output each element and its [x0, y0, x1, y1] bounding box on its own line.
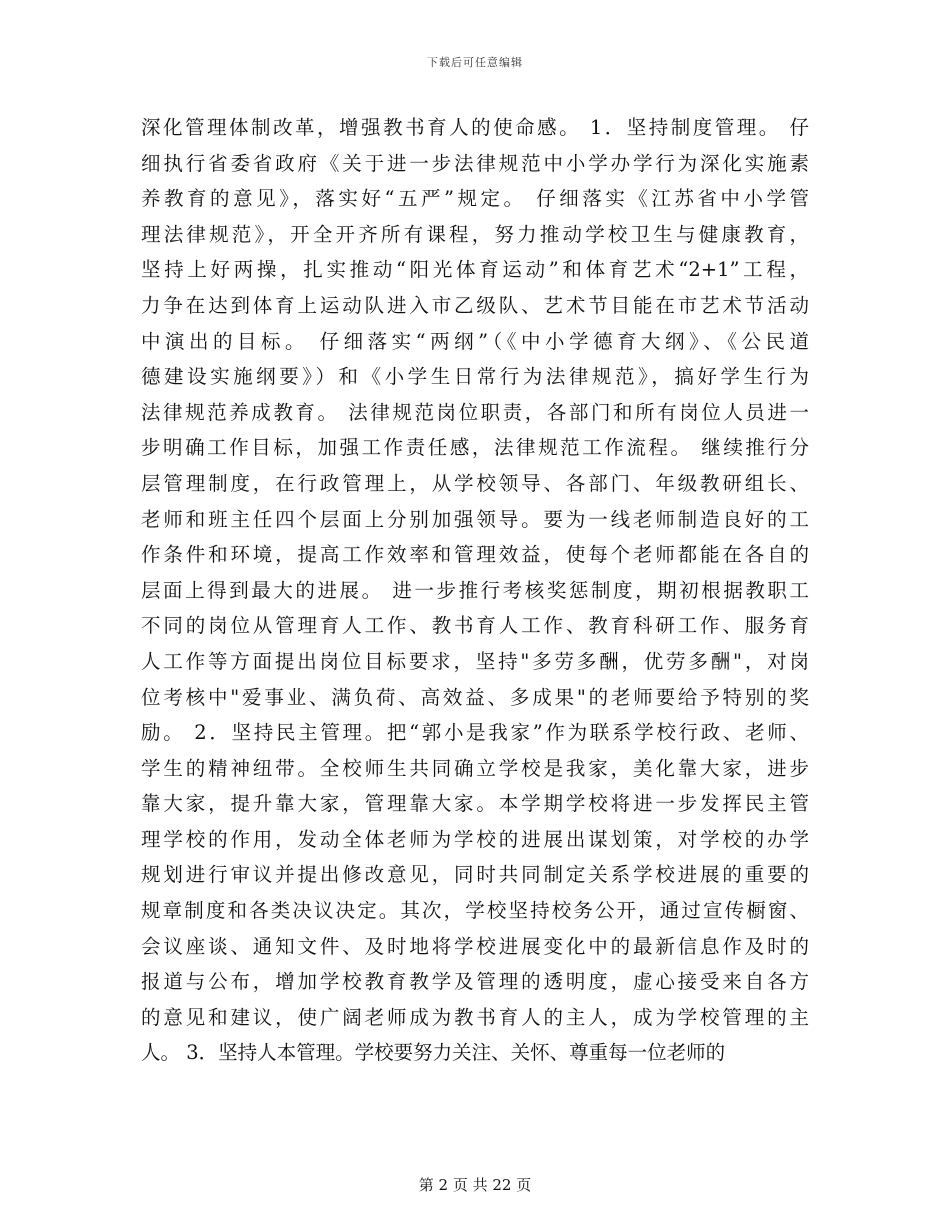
text-line: 励。 2．坚持民主管理。把“郭小是我家”作为联系学校行政、老师、: [141, 721, 809, 745]
text-line: 作条件和环境，提高工作效率和管理效益，使每个老师都能在各自的: [141, 543, 809, 567]
text-line: 法律规范养成教育。 法律规范岗位职责，各部门和所有岗位人员进一: [141, 400, 809, 424]
text-line: 老师和班主任四个层面上分别加强领导。要为一线老师制造良好的工: [141, 507, 809, 531]
text-line: 靠大家，提升靠大家，管理靠大家。本学期学校将进一步发挥民主管: [141, 792, 809, 816]
text-line: 人工作等方面提出岗位目标要求，坚持"多劳多酬，优劳多酬"，对岗: [141, 649, 809, 673]
text-line: 理学校的作用，发动全体老师为学校的进展出谋划策，对学校的办学: [141, 827, 809, 851]
page-number: 第 2 页 共 22 页: [418, 1176, 532, 1194]
text-line: 人。 3．坚持人本管理。学校要努力关注、关怀、尊重每一位老师的: [141, 1041, 726, 1065]
text-line: 理法律规范》，开全开齐所有课程，努力推动学校卫生与健康教育，: [141, 222, 809, 246]
text-line: 步明确工作目标，加强工作责任感，法律规范工作流程。 继续推行分: [141, 436, 809, 460]
page-header: 下载后可任意编辑: [427, 56, 523, 69]
text-line: 的意见和建议，使广阔老师成为教书育人的主人，成为学校管理的主: [141, 1005, 809, 1029]
text-line: 报道与公布，增加学校教育教学及管理的透明度，虚心接受来自各方: [141, 970, 809, 994]
text-line: 不同的岗位从管理育人工作、教书育人工作、教育科研工作、服务育: [141, 614, 809, 638]
text-line: 规章制度和各类决议决定。其次，学校坚持校务公开，通过宣传橱窗、: [141, 899, 809, 923]
text-line: 层管理制度，在行政管理上，从学校领导、各部门、年级教研组长、: [141, 471, 809, 495]
text-line: 会议座谈、通知文件、及时地将学校进展变化中的最新信息作及时的: [141, 934, 809, 958]
text-line: 层面上得到最大的进展。 进一步推行考核奖惩制度，期初根据教职工: [141, 578, 809, 602]
text-line: 位考核中"爱事业、满负荷、高效益、多成果"的老师要给予特别的奖: [141, 685, 809, 709]
text-line: 学生的精神纽带。全校师生共同确立学校是我家，美化靠大家，进步: [141, 756, 809, 780]
text-line: 德建设实施纲要》）和《小学生日常行为法律规范》，搞好学生行为: [141, 365, 809, 389]
text-line: 坚持上好两操，扎实推动“阳光体育运动”和体育艺术“2+1”工程，: [141, 258, 809, 282]
body-text: [141, 110, 809, 1071]
text-line: 中演出的目标。 仔细落实“两纲”（《中小学德育大纲》、《公民道: [141, 329, 809, 353]
text-line: 力争在达到体育上运动队进入市乙级队、艺术节目能在市艺术节活动: [141, 293, 809, 317]
text-line: 细执行省委省政府《关于进一步法律规范中小学办学行为深化实施素: [141, 151, 809, 175]
text-line: 养教育的意见》，落实好“五严”规定。 仔细落实《江苏省中小学管: [141, 187, 809, 211]
text-line: 规划进行审议并提出修改意见，同时共同制定关系学校进展的重要的: [141, 863, 809, 887]
text-line: 深化管理体制改革，增强教书育人的使命感。 1．坚持制度管理。 仔: [141, 116, 809, 139]
